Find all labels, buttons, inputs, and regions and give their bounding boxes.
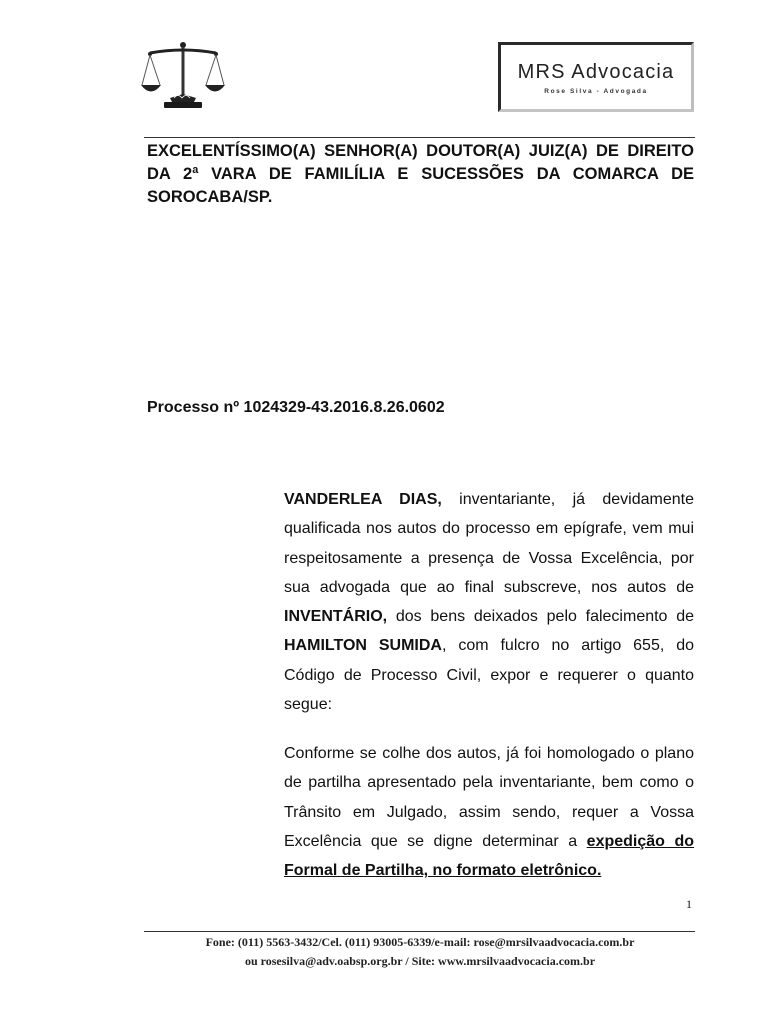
action-type: INVENTÁRIO, [284, 608, 388, 626]
firm-logo-title: MRS Advocacia [517, 61, 675, 83]
deceased-name: HAMILTON SUMIDA [284, 637, 442, 655]
paragraph1-text1: inventariante, já devidamente qualificada nos autos do processo em epígrafe, vem mui respeitosamente a presença de Vossa Excelência, por sua advogada que ao final subscreve, nos autos de [284, 491, 694, 596]
footer-site-line: ou rosesilva@adv.oabsp.org.br / Site: www.mrsilvaadvocacia.com.br [244, 954, 596, 968]
paragraph2-text1: Conforme se colhe dos autos, já foi homologado o plano de partilha apresentado pela inventariante, bem como o Trânsito em Julgado, assim sendo, requer a Vossa Excelência que se digne determinar a [284, 745, 694, 850]
petition-paragraph-1 [147, 485, 694, 719]
petitioner-name: VANDERLEA DIAS, [284, 491, 442, 508]
petition-paragraph-2 [147, 739, 694, 885]
firm-logo [498, 42, 694, 112]
footer-contact-line: Fone: (011) 5563-3432/Cel. (011) 93005-6339/e-mail: rose@mrsilvaadvocacia.com.br [205, 935, 635, 949]
paragraph1-text3: , com fulcro no artigo 655, do Código de Processo Civil, expor e requerer o quanto segue: [284, 637, 694, 714]
process-number: Processo nº 1024329-43.2016.8.26.0602 [147, 399, 445, 416]
firm-logo-subtitle: Rose Silva - Advogada [544, 88, 648, 95]
page-number: 1 [686, 897, 692, 911]
header-rule [144, 137, 695, 138]
scales-of-justice-icon [140, 40, 226, 112]
footer-rule [144, 931, 695, 932]
paragraph1-text2: dos bens deixados pelo falecimento de [387, 608, 694, 626]
request-emphasis: expedição do Formal de Partilha, no formato eletrônico. [284, 832, 695, 880]
addressee-heading: EXCELENTÍSSIMO(A) SENHOR(A) DOUTOR(A) JUIZ(A) DE DIREITO DA 2ª VARA DE FAMILÍLIA E SUCESSÕES DA COMARCA DE SOROCABA/SP. [147, 142, 694, 206]
